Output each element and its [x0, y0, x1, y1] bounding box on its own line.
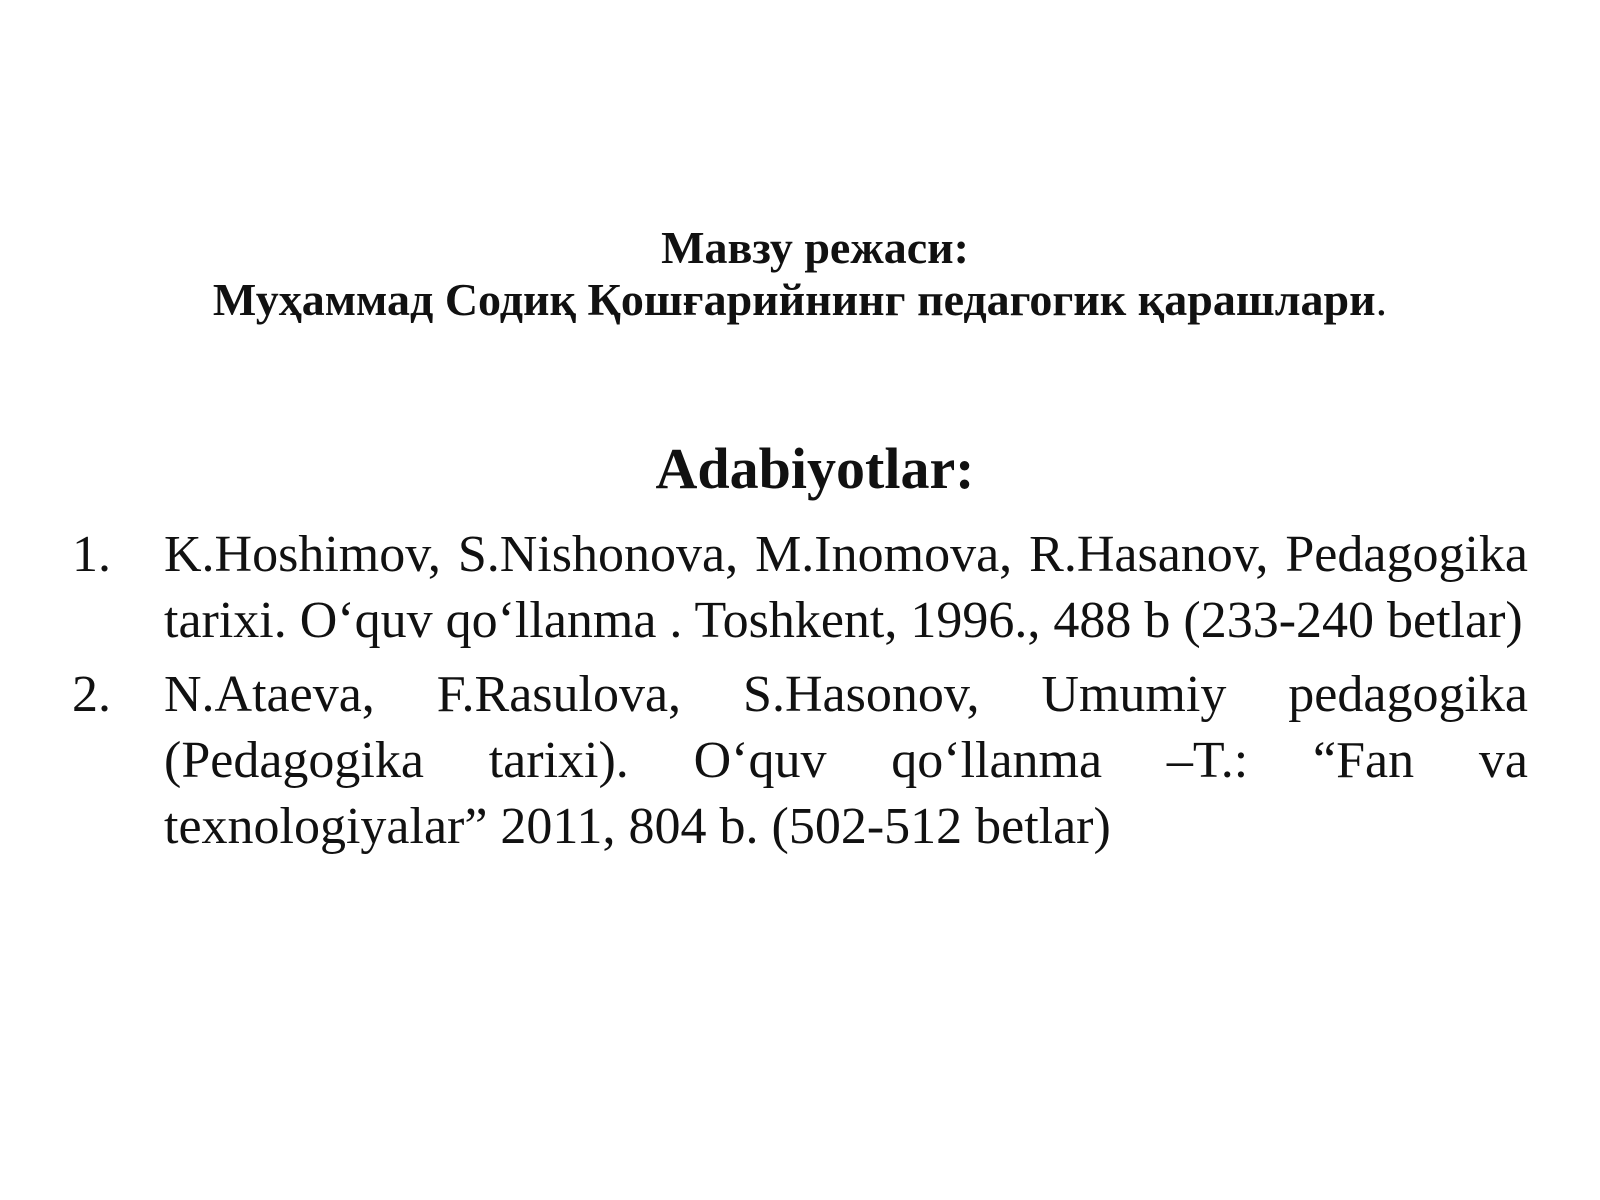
reference-list	[72, 522, 1528, 868]
topic-subject	[0, 274, 1600, 326]
reference-item	[72, 522, 1528, 654]
topic-subject-text: Муҳаммад Содиқ Қошғарийнинг педагогик қарашлари	[212, 274, 1376, 325]
reference-number: 2.	[72, 666, 111, 723]
topic-subject-end: .	[1375, 274, 1388, 325]
reference-number: 1.	[72, 526, 111, 583]
literature-title: Adabiyotlar:	[655, 436, 975, 501]
reference-text: N.Ataeva, F.Rasulova, S.Hasonov, Umumiy pedagogika (Pedagogika tarixi). O‘quv qo‘llanma –T.: “Fan va texnologiyalar” 2011, 804 b. (502-512 betlar)	[164, 666, 1528, 855]
reference-item	[72, 662, 1528, 860]
topic-block	[0, 222, 1600, 326]
reference-text: K.Hoshimov, S.Nishonova, M.Inomova, R.Hasanov, Pedagogika tarixi. O‘quv qo‘llanma . Toshkent, 1996., 488 b (233-240 betlar)	[164, 526, 1528, 649]
topic-heading: Мавзу режаси:	[661, 222, 969, 273]
